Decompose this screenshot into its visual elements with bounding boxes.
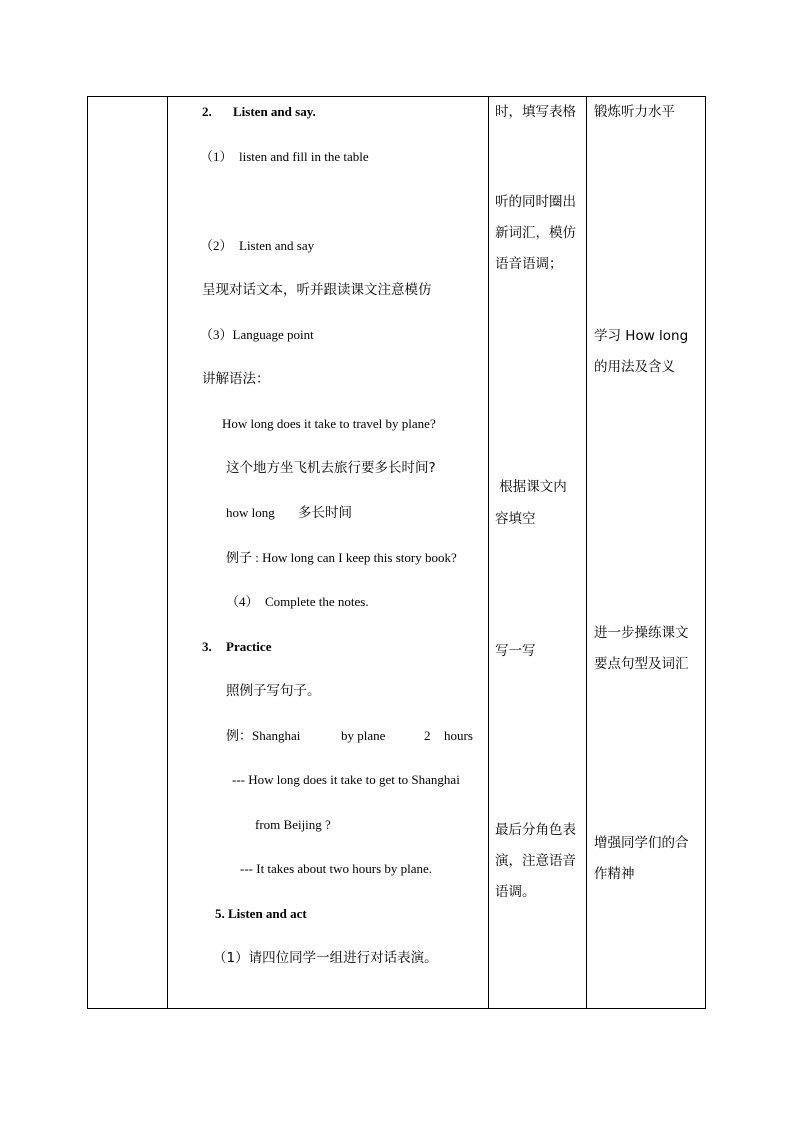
practice-instruction: 照例子写句子。 xyxy=(226,683,321,699)
column-divider-1 xyxy=(167,97,168,1008)
activity-text-6: 容填空 xyxy=(495,511,536,527)
example-label-shanghai: 例：Shanghai xyxy=(226,728,301,743)
step-4-text: （4） Complete the notes. xyxy=(226,594,369,609)
purpose-text-1: 锻炼听力水平 xyxy=(594,104,675,120)
purpose-text-5: 要点句型及词汇 xyxy=(594,656,689,672)
purpose-text-6: 增强同学们的合 xyxy=(594,835,689,851)
act-instruction: （1）请四位同学一组进行对话表演。 xyxy=(213,950,438,966)
grammar-example-en: How long does it take to travel by plane? xyxy=(222,416,436,431)
step-1-text: （1） listen and fill in the table xyxy=(200,149,369,164)
grammar-heading: 讲解语法： xyxy=(202,371,270,387)
purpose-text-7: 作精神 xyxy=(594,866,635,882)
activity-text-1: 时，填写表格 xyxy=(495,104,576,120)
activity-text-2: 听的同时圈出 xyxy=(495,194,576,210)
activity-text-7: 写一写 xyxy=(495,643,536,659)
grammar-example-cn: 这个地方坐飞机去旅行要多长时间? xyxy=(226,460,436,476)
phrase-meaning: 多长时间 xyxy=(298,505,352,521)
dialogue-instruction: 呈现对话文本，听并跟读课文注意模仿 xyxy=(202,282,432,298)
activity-text-5: 根据课文内 xyxy=(495,479,567,495)
activity-text-8: 最后分角色表 xyxy=(495,822,576,838)
column-divider-2 xyxy=(488,97,489,1008)
purpose-text-2: 学习 How long xyxy=(594,328,689,344)
section-2-title: Listen and say. xyxy=(233,104,316,119)
section-5-title: 5. Listen and act xyxy=(215,906,307,921)
section-3-number: 3. xyxy=(202,639,212,654)
purpose-text-4: 进一步操练课文 xyxy=(594,625,689,641)
example-sentence: 例子 : How long can I keep this story book? xyxy=(226,550,457,565)
example-number: 2 xyxy=(424,728,431,743)
activity-text-3: 新词汇，模仿 xyxy=(495,225,576,241)
phrase-how-long: how long xyxy=(226,505,275,520)
column-divider-3 xyxy=(586,97,587,1008)
example-by-plane: by plane xyxy=(341,728,386,743)
activity-text-4: 语音语调； xyxy=(495,256,563,272)
step-2-text: （2） Listen and say xyxy=(200,238,315,253)
step-3-text: （3）Language point xyxy=(200,327,314,342)
activity-text-10: 语调。 xyxy=(495,884,536,900)
section-2-number: 2. xyxy=(202,104,212,119)
example-hours: hours xyxy=(444,728,473,743)
example-question-cont: from Beijing ? xyxy=(255,817,331,832)
example-answer: --- It takes about two hours by plane. xyxy=(240,861,433,876)
section-3-title: Practice xyxy=(226,639,272,654)
purpose-text-3: 的用法及含义 xyxy=(594,359,675,375)
activity-text-9: 演，注意语音 xyxy=(495,853,576,869)
example-question: --- How long does it take to get to Shanghai xyxy=(232,772,460,787)
